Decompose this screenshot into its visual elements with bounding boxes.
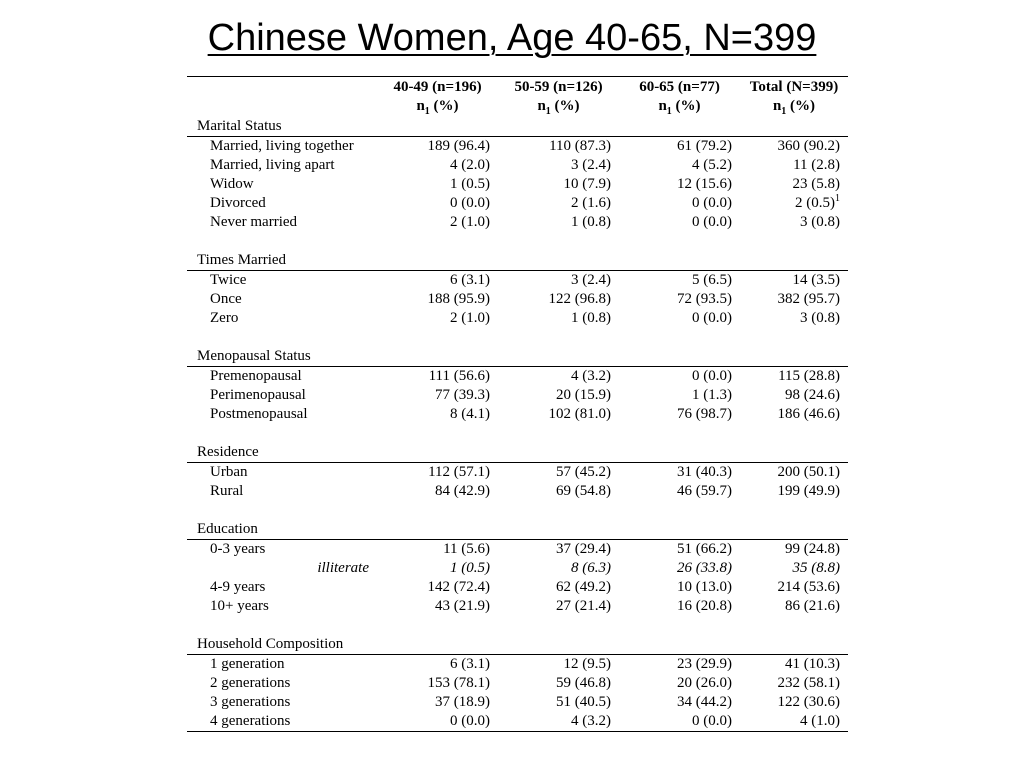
table-row [187,674,848,693]
cell-value: 1 (0.8) [571,310,611,326]
header-blank [187,77,377,98]
table-cell [740,194,848,213]
table-cell [740,367,848,387]
table-cell [740,655,848,675]
cell-value: 0 (0.0) [450,195,490,211]
cell-value: 98 (24.6) [785,387,840,403]
table-body [187,117,848,732]
cell-value: 6 (3.1) [450,272,490,288]
row-label: illiterate [317,560,369,576]
table-cell [740,674,848,693]
row-label: Twice [210,272,247,288]
table-cell [740,540,848,560]
table-cell [498,175,619,194]
table-cell [498,655,619,675]
column-subheader: $n_1$ (%) [537,98,580,117]
row-label: Divorced [210,195,266,211]
table-cell [377,290,498,309]
cell-value: 0 (0.0) [692,368,732,384]
cell-value: 0 (0.0) [692,310,732,326]
section-row [187,520,848,540]
column-header-60-65: 60-65 (n=77) [619,77,740,98]
demographics-table [187,76,848,732]
section-label: Menopausal Status [187,347,377,367]
cell-value: 382 (95.7) [777,291,840,307]
table-row [187,482,848,501]
cell-value: 0 (0.0) [692,713,732,729]
cell-value: 2 (1.0) [450,214,490,230]
cell-value: 2 (1.6) [571,195,611,211]
table-cell [619,213,740,232]
cell-value: 3 (0.8) [800,310,840,326]
table-cell [498,559,619,578]
cell-value: 110 (87.3) [549,138,611,154]
cell-value: 11 (2.8) [793,157,840,173]
table-cell [619,386,740,405]
cell-value: 153 (78.1) [427,675,490,691]
spacer-row [187,232,848,251]
table-cell [619,271,740,291]
row-label: Urban [210,464,248,480]
cell-value: 2 (1.0) [450,310,490,326]
spacer-row [187,501,848,520]
table-cell [619,655,740,675]
table-cell [377,578,498,597]
row-label: Married, living together [210,138,354,154]
cell-value: 122 (30.6) [777,694,840,710]
table-cell [377,674,498,693]
cell-value: 4 (5.2) [692,157,732,173]
table-cell [740,405,848,424]
section-label: Residence [187,443,377,463]
table-cell [740,712,848,732]
table-header [187,77,848,118]
cell-value: 69 (54.8) [556,483,611,499]
table-cell [740,271,848,291]
table-cell [619,578,740,597]
table-cell [619,463,740,483]
table-cell [377,655,498,675]
table-cell [377,482,498,501]
cell-value: 72 (93.5) [677,291,732,307]
cell-value: 77 (39.3) [435,387,490,403]
table-cell [740,578,848,597]
row-label: Once [210,291,242,307]
row-label: Never married [210,214,298,230]
row-label: Widow [210,176,254,192]
cell-value: 1 (1.3) [692,387,732,403]
section-row [187,251,848,271]
cell-value: 112 (57.1) [428,464,490,480]
table-cell [498,367,619,387]
table-cell [740,156,848,175]
cell-value: 76 (98.7) [677,406,732,422]
cell-value: 2 (0.5) [795,195,835,211]
row-label: Postmenopausal [210,406,308,422]
table-cell [498,463,619,483]
table-row [187,578,848,597]
spacer-row [187,328,848,347]
row-label: 0-3 years [210,541,266,557]
table-cell [619,137,740,157]
cell-value: 43 (21.9) [435,598,490,614]
cell-value: 23 (5.8) [792,176,840,192]
cell-value: 3 (2.4) [571,272,611,288]
cell-value: 51 (66.2) [677,541,732,557]
table-row [187,386,848,405]
table-cell [740,175,848,194]
row-label: Zero [210,310,239,326]
cell-value: 0 (0.0) [692,214,732,230]
cell-value: 1 (0.5) [450,176,490,192]
table-cell [377,693,498,712]
section-label: Marital Status [187,117,377,137]
cell-value: 5 (6.5) [692,272,732,288]
table-cell [619,290,740,309]
cell-value: 46 (59.7) [677,483,732,499]
table-cell [498,290,619,309]
table-cell [377,213,498,232]
cell-value: 1 (0.5) [450,560,490,576]
table-cell [498,386,619,405]
table-cell [498,309,619,328]
table-row [187,712,848,732]
cell-value: 199 (49.9) [777,483,840,499]
row-label: 4-9 years [210,579,266,595]
cell-value: 20 (26.0) [677,675,732,691]
table-cell [619,559,740,578]
cell-value: 86 (21.6) [785,598,840,614]
cell-value: 84 (42.9) [435,483,490,499]
cell-value: 232 (58.1) [777,675,840,691]
table-cell [619,712,740,732]
table-cell [498,156,619,175]
header-blank [187,97,377,117]
cell-value: 34 (44.2) [677,694,732,710]
cell-value: 23 (29.9) [677,656,732,672]
cell-value: 3 (2.4) [571,157,611,173]
table-row [187,194,848,213]
cell-value: 41 (10.3) [785,656,840,672]
table-cell [740,463,848,483]
table-cell [377,540,498,560]
row-label: 1 generation [210,656,285,672]
column-header-40-49: 40-49 (n=196) [377,77,498,98]
cell-value: 122 (96.8) [548,291,611,307]
table-row [187,213,848,232]
table-cell [377,597,498,616]
table-row [187,367,848,387]
section-label: Household Composition [187,635,377,655]
table-row [187,271,848,291]
cell-value: 4 (2.0) [450,157,490,173]
table-cell [619,175,740,194]
cell-value: 200 (50.1) [777,464,840,480]
cell-value: 0 (0.0) [450,713,490,729]
column-header-total: Total (N=399) [740,77,848,98]
cell-value: 11 (5.6) [443,541,490,557]
table-cell [740,137,848,157]
table-row [187,693,848,712]
cell-value: 1 (0.8) [571,214,611,230]
table-cell [619,405,740,424]
table-row [187,137,848,157]
cell-value: 62 (49.2) [556,579,611,595]
cell-value: 115 (28.8) [778,368,840,384]
table-cell [377,309,498,328]
table-cell [377,367,498,387]
cell-value: 10 (13.0) [677,579,732,595]
cell-value: 37 (29.4) [556,541,611,557]
cell-value: 6 (3.1) [450,656,490,672]
table-cell [619,367,740,387]
table-cell [377,137,498,157]
table-cell [740,597,848,616]
table-row [187,405,848,424]
cell-value: 12 (9.5) [563,656,611,672]
cell-value: 188 (95.9) [427,291,490,307]
table-row [187,540,848,560]
cell-value: 35 (8.8) [792,560,840,576]
section-row [187,347,848,367]
table-cell [498,482,619,501]
cell-value: 8 (6.3) [571,560,611,576]
table-row [187,290,848,309]
table-cell [498,674,619,693]
table-cell [498,597,619,616]
table-cell [498,213,619,232]
cell-value: 26 (33.8) [677,560,732,576]
row-label: 3 generations [210,694,291,710]
table-row [187,597,848,616]
row-label: Premenopausal [210,368,302,384]
table-cell [740,213,848,232]
column-subheader: $n_1$ (%) [416,98,459,117]
section-row [187,117,848,137]
column-subheader: $n_1$ (%) [658,98,701,117]
table-cell [498,693,619,712]
table-row [187,156,848,175]
cell-value: 186 (46.6) [777,406,840,422]
table-row [187,559,848,578]
footnote-marker: 1 [835,193,840,204]
cell-value: 360 (90.2) [777,138,840,154]
page-title: Chinese Women, Age 40-65, N=399 [207,17,817,59]
cell-value: 8 (4.1) [450,406,490,422]
cell-value: 37 (18.9) [435,694,490,710]
table-row [187,655,848,675]
section-label: Times Married [187,251,377,271]
table-cell [619,194,740,213]
table-cell [377,712,498,732]
cell-value: 3 (0.8) [800,214,840,230]
cell-value: 102 (81.0) [548,406,611,422]
table-cell [498,578,619,597]
row-label: 4 generations [187,712,377,732]
column-header-50-59: 50-59 (n=126) [498,77,619,98]
table-cell [740,693,848,712]
table-cell [377,405,498,424]
row-label: Rural [210,483,244,499]
table-cell [740,386,848,405]
table-cell [498,712,619,732]
table-cell [498,540,619,560]
table-cell [740,559,848,578]
section-label: Education [187,520,377,540]
table-row [187,309,848,328]
cell-value: 0 (0.0) [692,195,732,211]
cell-value: 10 (7.9) [563,176,611,192]
table-row [187,175,848,194]
cell-value: 4 (3.2) [571,713,611,729]
table-cell [619,693,740,712]
cell-value: 31 (40.3) [677,464,732,480]
table-cell [619,309,740,328]
table-cell [740,482,848,501]
table-cell [498,194,619,213]
table-cell [498,137,619,157]
table-cell [619,597,740,616]
table-cell [619,540,740,560]
table-row [187,463,848,483]
section-row [187,443,848,463]
table-cell [619,156,740,175]
table-cell [740,290,848,309]
cell-value: 61 (79.2) [677,138,732,154]
table-cell [377,156,498,175]
cell-value: 59 (46.8) [556,675,611,691]
cell-value: 142 (72.4) [427,579,490,595]
section-row [187,635,848,655]
cell-value: 4 (1.0) [800,713,840,729]
table-cell [619,482,740,501]
table-cell [619,674,740,693]
table-cell [498,405,619,424]
table-cell [377,386,498,405]
cell-value: 14 (3.5) [792,272,840,288]
row-label: 10+ years [210,598,269,614]
row-label: 2 generations [210,675,291,691]
cell-value: 189 (96.4) [427,138,490,154]
table-cell [498,271,619,291]
cell-value: 111 (56.6) [428,368,490,384]
row-label: Married, living apart [210,157,335,173]
table-cell [740,309,848,328]
cell-value: 27 (21.4) [556,598,611,614]
cell-value: 214 (53.6) [777,579,840,595]
spacer-row [187,616,848,635]
cell-value: 4 (3.2) [571,368,611,384]
row-label: Perimenopausal [210,387,306,403]
cell-value: 16 (20.8) [677,598,732,614]
cell-value: 57 (45.2) [556,464,611,480]
table-cell [377,271,498,291]
cell-value: 20 (15.9) [556,387,611,403]
table-cell [377,559,498,578]
cell-value: 99 (24.8) [785,541,840,557]
table-cell [377,194,498,213]
column-subheader: $n_1$ (%) [772,98,816,117]
table-cell [377,175,498,194]
spacer-row [187,424,848,443]
table-cell [377,463,498,483]
cell-value: 51 (40.5) [556,694,611,710]
cell-value: 12 (15.6) [677,176,732,192]
